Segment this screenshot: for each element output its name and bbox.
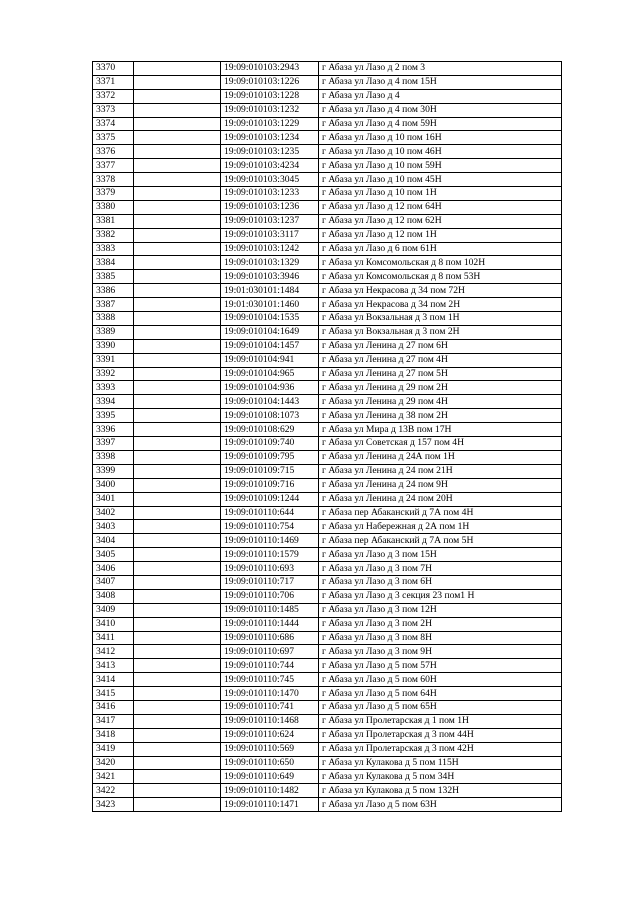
address-cell: г Абаза ул Ленина д 38 пом 2Н (319, 409, 562, 423)
blank-cell (134, 617, 221, 631)
blank-cell (134, 798, 221, 812)
address-cell: г Абаза ул Лазо д 10 пом 1Н (319, 187, 562, 201)
address-cell: г Абаза пер Абаканский д 7А пом 5Н (319, 534, 562, 548)
table-row (93, 603, 562, 617)
table-row (93, 589, 562, 603)
table-row (93, 103, 562, 117)
cadastral-number-cell: 19:09:010103:1232 (221, 103, 319, 117)
table-row (93, 159, 562, 173)
table-row (93, 214, 562, 228)
blank-cell (134, 325, 221, 339)
table-row (93, 242, 562, 256)
table-row (93, 617, 562, 631)
blank-cell (134, 423, 221, 437)
address-cell: г Абаза ул Лазо д 3 секция 23 пом1 Н (319, 589, 562, 603)
row-number-cell: 3410 (93, 617, 134, 631)
table-row (93, 270, 562, 284)
row-number-cell: 3418 (93, 728, 134, 742)
table-row (93, 534, 562, 548)
cadastral-number-cell: 19:09:010110:741 (221, 700, 319, 714)
row-number-cell: 3403 (93, 520, 134, 534)
address-cell: г Абаза ул Лазо д 2 пом 3 (319, 62, 562, 76)
table-row (93, 339, 562, 353)
address-cell: г Абаза ул Ленина д 24 пом 21Н (319, 464, 562, 478)
blank-cell (134, 214, 221, 228)
table-row (93, 631, 562, 645)
blank-cell (134, 312, 221, 326)
table-row (93, 784, 562, 798)
cadastral-number-cell: 19:09:010110:1444 (221, 617, 319, 631)
table-row (93, 700, 562, 714)
cadastral-number-cell: 19:09:010108:629 (221, 423, 319, 437)
cadastral-number-cell: 19:01:030101:1460 (221, 298, 319, 312)
row-number-cell: 3420 (93, 756, 134, 770)
cadastral-number-cell: 19:09:010104:936 (221, 381, 319, 395)
blank-cell (134, 298, 221, 312)
table-row (93, 478, 562, 492)
blank-cell (134, 645, 221, 659)
table-row (93, 575, 562, 589)
cadastral-number-cell: 19:09:010103:1233 (221, 187, 319, 201)
table-row (93, 89, 562, 103)
row-number-cell: 3375 (93, 131, 134, 145)
address-cell: г Абаза ул Лазо д 3 пом 2Н (319, 617, 562, 631)
address-cell: г Абаза ул Лазо д 5 пом 64Н (319, 687, 562, 701)
row-number-cell: 3411 (93, 631, 134, 645)
row-number-cell: 3414 (93, 673, 134, 687)
cadastral-number-cell: 19:09:010104:941 (221, 353, 319, 367)
row-number-cell: 3406 (93, 562, 134, 576)
row-number-cell: 3398 (93, 450, 134, 464)
blank-cell (134, 117, 221, 131)
table-row (93, 284, 562, 298)
address-cell: г Абаза ул Лазо д 3 пом 15Н (319, 548, 562, 562)
table-row (93, 409, 562, 423)
row-number-cell: 3417 (93, 714, 134, 728)
blank-cell (134, 103, 221, 117)
cadastral-number-cell: 19:01:030101:1484 (221, 284, 319, 298)
cadastral-number-cell: 19:09:010110:706 (221, 589, 319, 603)
address-cell: г Абаза ул Лазо д 5 пом 57Н (319, 659, 562, 673)
address-cell: г Абаза ул Лазо д 10 пом 16Н (319, 131, 562, 145)
table-row (93, 173, 562, 187)
table-row (93, 756, 562, 770)
address-cell: г Абаза ул Ленина д 24 пом 9Н (319, 478, 562, 492)
blank-cell (134, 575, 221, 589)
row-number-cell: 3372 (93, 89, 134, 103)
cadastral-number-cell: 19:09:010103:3117 (221, 228, 319, 242)
address-cell: г Абаза ул Лазо д 4 пом 15Н (319, 75, 562, 89)
table-row (93, 673, 562, 687)
table-row (93, 367, 562, 381)
cadastral-number-cell: 19:09:010110:744 (221, 659, 319, 673)
row-number-cell: 3422 (93, 784, 134, 798)
blank-cell (134, 145, 221, 159)
cadastral-number-cell: 19:09:010110:1485 (221, 603, 319, 617)
row-number-cell: 3394 (93, 395, 134, 409)
cadastral-number-cell: 19:09:010104:965 (221, 367, 319, 381)
cadastral-number-cell: 19:09:010110:649 (221, 770, 319, 784)
blank-cell (134, 714, 221, 728)
row-number-cell: 3407 (93, 575, 134, 589)
row-number-cell: 3413 (93, 659, 134, 673)
address-cell: г Абаза пер Абаканский д 7А пом 4Н (319, 506, 562, 520)
blank-cell (134, 381, 221, 395)
blank-cell (134, 728, 221, 742)
address-cell: г Абаза ул Кулакова д 5 пом 115Н (319, 756, 562, 770)
table-row (93, 464, 562, 478)
blank-cell (134, 506, 221, 520)
row-number-cell: 3402 (93, 506, 134, 520)
address-cell: г Абаза ул Ленина д 27 пом 6Н (319, 339, 562, 353)
blank-cell (134, 131, 221, 145)
row-number-cell: 3382 (93, 228, 134, 242)
row-number-cell: 3401 (93, 492, 134, 506)
blank-cell (134, 437, 221, 451)
address-cell: г Абаза ул Лазо д 4 пом 59Н (319, 117, 562, 131)
cadastral-number-cell: 19:09:010103:1235 (221, 145, 319, 159)
row-number-cell: 3377 (93, 159, 134, 173)
table-row (93, 256, 562, 270)
row-number-cell: 3400 (93, 478, 134, 492)
table-row (93, 200, 562, 214)
address-cell: г Абаза ул Ленина д 27 пом 5Н (319, 367, 562, 381)
row-number-cell: 3397 (93, 437, 134, 451)
table-row (93, 506, 562, 520)
table-row (93, 187, 562, 201)
blank-cell (134, 603, 221, 617)
cadastral-number-cell: 19:09:010109:715 (221, 464, 319, 478)
address-cell: г Абаза ул Лазо д 4 пом 30Н (319, 103, 562, 117)
blank-cell (134, 589, 221, 603)
address-cell: г Абаза ул Мира д 13В пом 17Н (319, 423, 562, 437)
row-number-cell: 3404 (93, 534, 134, 548)
row-number-cell: 3378 (93, 173, 134, 187)
cadastral-number-cell: 19:09:010103:3045 (221, 173, 319, 187)
blank-cell (134, 228, 221, 242)
blank-cell (134, 256, 221, 270)
blank-cell (134, 520, 221, 534)
blank-cell (134, 284, 221, 298)
table-row (93, 742, 562, 756)
row-number-cell: 3388 (93, 312, 134, 326)
cadastral-number-cell: 19:09:010110:624 (221, 728, 319, 742)
address-cell: г Абаза ул Вокзальная д 3 пом 1Н (319, 312, 562, 326)
address-cell: г Абаза ул Некрасова д 34 пом 72Н (319, 284, 562, 298)
row-number-cell: 3409 (93, 603, 134, 617)
address-cell: г Абаза ул Лазо д 3 пом 7Н (319, 562, 562, 576)
blank-cell (134, 464, 221, 478)
row-number-cell: 3380 (93, 200, 134, 214)
blank-cell (134, 159, 221, 173)
cadastral-number-cell: 19:09:010109:1244 (221, 492, 319, 506)
row-number-cell: 3386 (93, 284, 134, 298)
address-cell: г Абаза ул Ленина д 29 пом 4Н (319, 395, 562, 409)
address-cell: г Абаза ул Лазо д 4 (319, 89, 562, 103)
cadastral-number-cell: 19:09:010103:1229 (221, 117, 319, 131)
blank-cell (134, 492, 221, 506)
cadastral-number-cell: 19:09:010110:1470 (221, 687, 319, 701)
cadastral-number-cell: 19:09:010103:1228 (221, 89, 319, 103)
cadastral-number-cell: 19:09:010110:745 (221, 673, 319, 687)
row-number-cell: 3385 (93, 270, 134, 284)
cadastral-number-cell: 19:09:010110:686 (221, 631, 319, 645)
address-cell: г Абаза ул Комсомольская д 8 пом 53Н (319, 270, 562, 284)
table-row (93, 714, 562, 728)
table-row (93, 450, 562, 464)
row-number-cell: 3416 (93, 700, 134, 714)
blank-cell (134, 339, 221, 353)
address-cell: г Абаза ул Лазо д 10 пом 59Н (319, 159, 562, 173)
row-number-cell: 3374 (93, 117, 134, 131)
address-cell: г Абаза ул Лазо д 10 пом 46Н (319, 145, 562, 159)
address-cell: г Абаза ул Пролетарская д 3 пом 44Н (319, 728, 562, 742)
table-row (93, 353, 562, 367)
cadastral-number-cell: 19:09:010110:693 (221, 562, 319, 576)
address-cell: г Абаза ул Вокзальная д 3 пом 2Н (319, 325, 562, 339)
cadastral-number-cell: 19:09:010110:1468 (221, 714, 319, 728)
row-number-cell: 3419 (93, 742, 134, 756)
row-number-cell: 3405 (93, 548, 134, 562)
table-row (93, 492, 562, 506)
address-cell: г Абаза ул Лазо д 3 пом 12Н (319, 603, 562, 617)
address-cell: г Абаза ул Лазо д 5 пом 65Н (319, 700, 562, 714)
cadastral-number-cell: 19:09:010110:754 (221, 520, 319, 534)
address-cell: г Абаза ул Лазо д 10 пом 45Н (319, 173, 562, 187)
row-number-cell: 3421 (93, 770, 134, 784)
address-cell: г Абаза ул Лазо д 12 пом 1Н (319, 228, 562, 242)
table-row (93, 770, 562, 784)
row-number-cell: 3415 (93, 687, 134, 701)
blank-cell (134, 659, 221, 673)
table-row (93, 798, 562, 812)
cadastral-number-cell: 19:09:010103:1234 (221, 131, 319, 145)
address-cell: г Абаза ул Лазо д 6 пом 61Н (319, 242, 562, 256)
blank-cell (134, 242, 221, 256)
blank-cell (134, 367, 221, 381)
row-number-cell: 3390 (93, 339, 134, 353)
cadastral-number-cell: 19:09:010110:1469 (221, 534, 319, 548)
row-number-cell: 3376 (93, 145, 134, 159)
blank-cell (134, 450, 221, 464)
table-row (93, 312, 562, 326)
table-row (93, 437, 562, 451)
blank-cell (134, 353, 221, 367)
address-cell: г Абаза ул Лазо д 3 пом 6Н (319, 575, 562, 589)
cadastral-number-cell: 19:09:010109:716 (221, 478, 319, 492)
address-cell: г Абаза ул Лазо д 3 пом 9Н (319, 645, 562, 659)
table-row (93, 131, 562, 145)
table-row (93, 117, 562, 131)
blank-cell (134, 770, 221, 784)
row-number-cell: 3396 (93, 423, 134, 437)
cadastral-number-cell: 19:09:010110:717 (221, 575, 319, 589)
blank-cell (134, 89, 221, 103)
blank-cell (134, 687, 221, 701)
row-number-cell: 3392 (93, 367, 134, 381)
property-registry-table (92, 61, 562, 812)
cadastral-number-cell: 19:09:010110:697 (221, 645, 319, 659)
cadastral-number-cell: 19:09:010103:1237 (221, 214, 319, 228)
address-cell: г Абаза ул Лазо д 5 пом 60Н (319, 673, 562, 687)
row-number-cell: 3389 (93, 325, 134, 339)
table-row (93, 381, 562, 395)
table-row (93, 228, 562, 242)
address-cell: г Абаза ул Кулакова д 5 пом 34Н (319, 770, 562, 784)
table-row (93, 659, 562, 673)
table-row (93, 298, 562, 312)
address-cell: г Абаза ул Лазо д 12 пом 64Н (319, 200, 562, 214)
cadastral-number-cell: 19:09:010110:1471 (221, 798, 319, 812)
row-number-cell: 3384 (93, 256, 134, 270)
address-cell: г Абаза ул Ленина д 24 пом 20Н (319, 492, 562, 506)
table-row (93, 548, 562, 562)
address-cell: г Абаза ул Пролетарская д 3 пом 42Н (319, 742, 562, 756)
cadastral-number-cell: 19:09:010104:1535 (221, 312, 319, 326)
table-row (93, 325, 562, 339)
table-row (93, 520, 562, 534)
row-number-cell: 3408 (93, 589, 134, 603)
blank-cell (134, 409, 221, 423)
address-cell: г Абаза ул Советская д 157 пом 4Н (319, 437, 562, 451)
table-row (93, 75, 562, 89)
table-row (93, 423, 562, 437)
cadastral-number-cell: 19:09:010109:740 (221, 437, 319, 451)
table-row (93, 645, 562, 659)
cadastral-number-cell: 19:09:010103:1236 (221, 200, 319, 214)
cadastral-number-cell: 19:09:010110:569 (221, 742, 319, 756)
cadastral-number-cell: 19:09:010110:644 (221, 506, 319, 520)
blank-cell (134, 756, 221, 770)
row-number-cell: 3412 (93, 645, 134, 659)
cadastral-number-cell: 19:09:010103:3946 (221, 270, 319, 284)
blank-cell (134, 62, 221, 76)
table-row (93, 145, 562, 159)
blank-cell (134, 562, 221, 576)
blank-cell (134, 534, 221, 548)
row-number-cell: 3373 (93, 103, 134, 117)
table-row (93, 728, 562, 742)
address-cell: г Абаза ул Пролетарская д 1 пом 1Н (319, 714, 562, 728)
cadastral-number-cell: 19:09:010104:1443 (221, 395, 319, 409)
blank-cell (134, 673, 221, 687)
blank-cell (134, 784, 221, 798)
row-number-cell: 3379 (93, 187, 134, 201)
row-number-cell: 3381 (93, 214, 134, 228)
address-cell: г Абаза ул Ленина д 24А пом 1Н (319, 450, 562, 464)
table-row (93, 687, 562, 701)
blank-cell (134, 478, 221, 492)
cadastral-number-cell: 19:09:010103:1226 (221, 75, 319, 89)
address-cell: г Абаза ул Кулакова д 5 пом 132Н (319, 784, 562, 798)
registry-body (93, 62, 562, 812)
blank-cell (134, 548, 221, 562)
blank-cell (134, 742, 221, 756)
row-number-cell: 3383 (93, 242, 134, 256)
row-number-cell: 3371 (93, 75, 134, 89)
blank-cell (134, 75, 221, 89)
cadastral-number-cell: 19:09:010103:4234 (221, 159, 319, 173)
table-row (93, 562, 562, 576)
address-cell: г Абаза ул Ленина д 29 пом 2Н (319, 381, 562, 395)
row-number-cell: 3393 (93, 381, 134, 395)
address-cell: г Абаза ул Лазо д 3 пом 8Н (319, 631, 562, 645)
cadastral-number-cell: 19:09:010104:1649 (221, 325, 319, 339)
cadastral-number-cell: 19:09:010103:1329 (221, 256, 319, 270)
address-cell: г Абаза ул Лазо д 5 пом 63Н (319, 798, 562, 812)
blank-cell (134, 187, 221, 201)
blank-cell (134, 395, 221, 409)
table-row (93, 395, 562, 409)
address-cell: г Абаза ул Комсомольская д 8 пом 102Н (319, 256, 562, 270)
row-number-cell: 3395 (93, 409, 134, 423)
cadastral-number-cell: 19:09:010104:1457 (221, 339, 319, 353)
blank-cell (134, 700, 221, 714)
cadastral-number-cell: 19:09:010103:1242 (221, 242, 319, 256)
blank-cell (134, 270, 221, 284)
address-cell: г Абаза ул Набережная д 2А пом 1Н (319, 520, 562, 534)
blank-cell (134, 200, 221, 214)
row-number-cell: 3370 (93, 62, 134, 76)
address-cell: г Абаза ул Ленина д 27 пом 4Н (319, 353, 562, 367)
row-number-cell: 3387 (93, 298, 134, 312)
cadastral-number-cell: 19:09:010110:1579 (221, 548, 319, 562)
cadastral-number-cell: 19:09:010108:1073 (221, 409, 319, 423)
address-cell: г Абаза ул Лазо д 12 пом 62Н (319, 214, 562, 228)
address-cell: г Абаза ул Некрасова д 34 пом 2Н (319, 298, 562, 312)
blank-cell (134, 173, 221, 187)
row-number-cell: 3399 (93, 464, 134, 478)
cadastral-number-cell: 19:09:010110:1482 (221, 784, 319, 798)
blank-cell (134, 631, 221, 645)
cadastral-number-cell: 19:09:010110:650 (221, 756, 319, 770)
row-number-cell: 3391 (93, 353, 134, 367)
cadastral-number-cell: 19:09:010109:795 (221, 450, 319, 464)
row-number-cell: 3423 (93, 798, 134, 812)
table-row (93, 62, 562, 76)
cadastral-number-cell: 19:09:010103:2943 (221, 62, 319, 76)
